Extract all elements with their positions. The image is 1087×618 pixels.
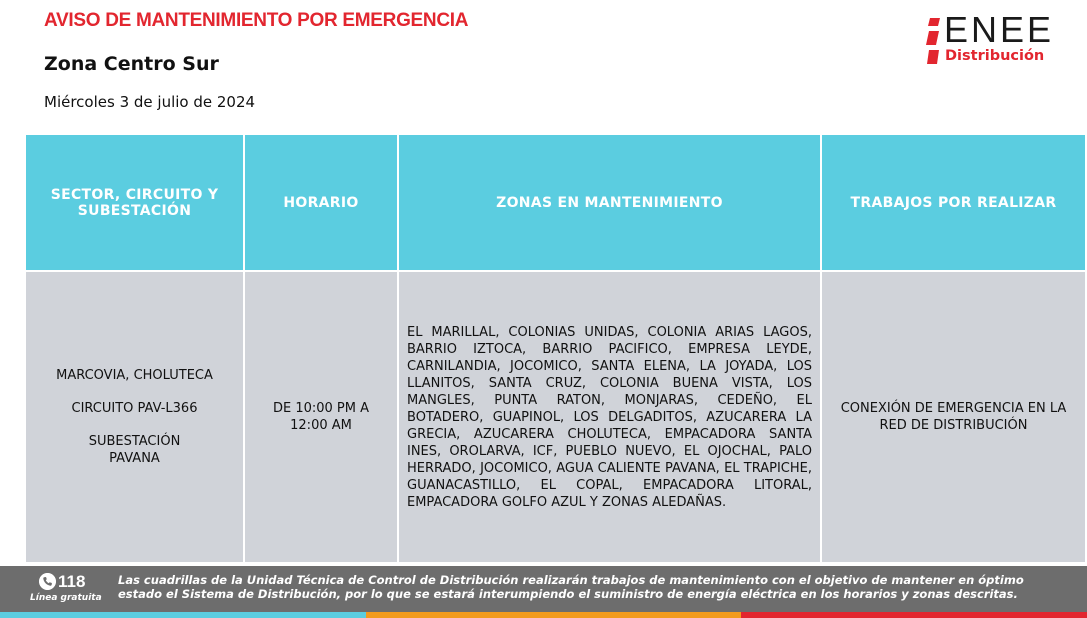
phone-icon (39, 573, 56, 590)
stripe-cyan (0, 612, 366, 618)
logo-stripes-icon (926, 18, 942, 64)
circuit-name: CIRCUITO PAV-L366 (71, 401, 198, 416)
notice-title: AVISO DE MANTENIMIENTO POR EMERGENCIA (44, 10, 469, 31)
stripe-orange (366, 612, 741, 618)
footer-bar (0, 566, 1087, 612)
hotline-label: Línea gratuita (30, 593, 102, 603)
substation-label: SUBESTACIÓN (88, 434, 181, 449)
logo-subtitle: Distribución (945, 48, 1045, 64)
header-zones: ZONAS EN MANTENIMIENTO (399, 135, 820, 270)
hotline-number: 118 (58, 572, 86, 591)
table-row (26, 272, 1085, 562)
notice-date: Miércoles 3 de julio de 2024 (44, 93, 256, 111)
header-sector: SECTOR, CIRCUITO Y SUBESTACIÓN (26, 135, 243, 270)
header-work: TRABAJOS POR REALIZAR (822, 135, 1085, 270)
substation-name: PAVANA (109, 451, 160, 466)
enee-logo (926, 9, 1081, 70)
cell-schedule: DE 10:00 PM A 12:00 AM (245, 272, 397, 562)
cell-work: CONEXIÓN DE EMERGENCIA EN LA RED DE DISTRIBUCIÓN (822, 272, 1085, 562)
footer-note: Las cuadrillas de la Unidad Técnica de Control de Distribución realizarán trabajos de mantenimiento con el objetivo de mantener en óptimo estado el Sistema de Distribución, por lo que se estará interumpiendo el suministro de energía eléctrica en los horarios y zonas descritas. (118, 573, 1024, 601)
hotline-badge (30, 572, 102, 608)
maintenance-table (24, 135, 1087, 562)
cell-zones: EL MARILLAL, COLONIAS UNIDAS, COLONIA ARIAS LAGOS, BARRIO IZTOCA, BARRIO PACIFICO, EMPRESA LEYDE, CARNILANDIA, JOCOMICO, SANTA ELENA, LA JOYADA, LOS LLANITOS, SANTA CRUZ, COLONIA BUENA VISTA, LOS MANGLES, PUNTA RATON, MONJARAS, CEDEÑO, EL BOTADERO, GUAPINOL, LOS DELGADITOS, AZUCARERA LA GRECIA, AZUCARERA CHOLUTECA, EMPACADORA SANTA INES, OROLARVA, ICF, PUEBLO NUEVO, EL OJOCHAL, PALO HERRADO, JOCOMICO, AGUA CALIENTE PAVANA, EL TRAPICHE, GUANACASTILLO, EL COPAL, EMPACADORA LITORAL, EMPACADORA GOLFO AZUL Y ZONAS ALEDAÑAS. (399, 272, 820, 562)
header-schedule: HORARIO (245, 135, 397, 270)
sector-name: MARCOVIA, CHOLUTECA (56, 368, 213, 383)
logo-brand-text: ENEE (944, 9, 1055, 50)
stripe-red (741, 612, 1087, 618)
table-header-row (26, 135, 1085, 270)
cell-sector (26, 272, 243, 562)
zone-heading: Zona Centro Sur (44, 53, 219, 75)
